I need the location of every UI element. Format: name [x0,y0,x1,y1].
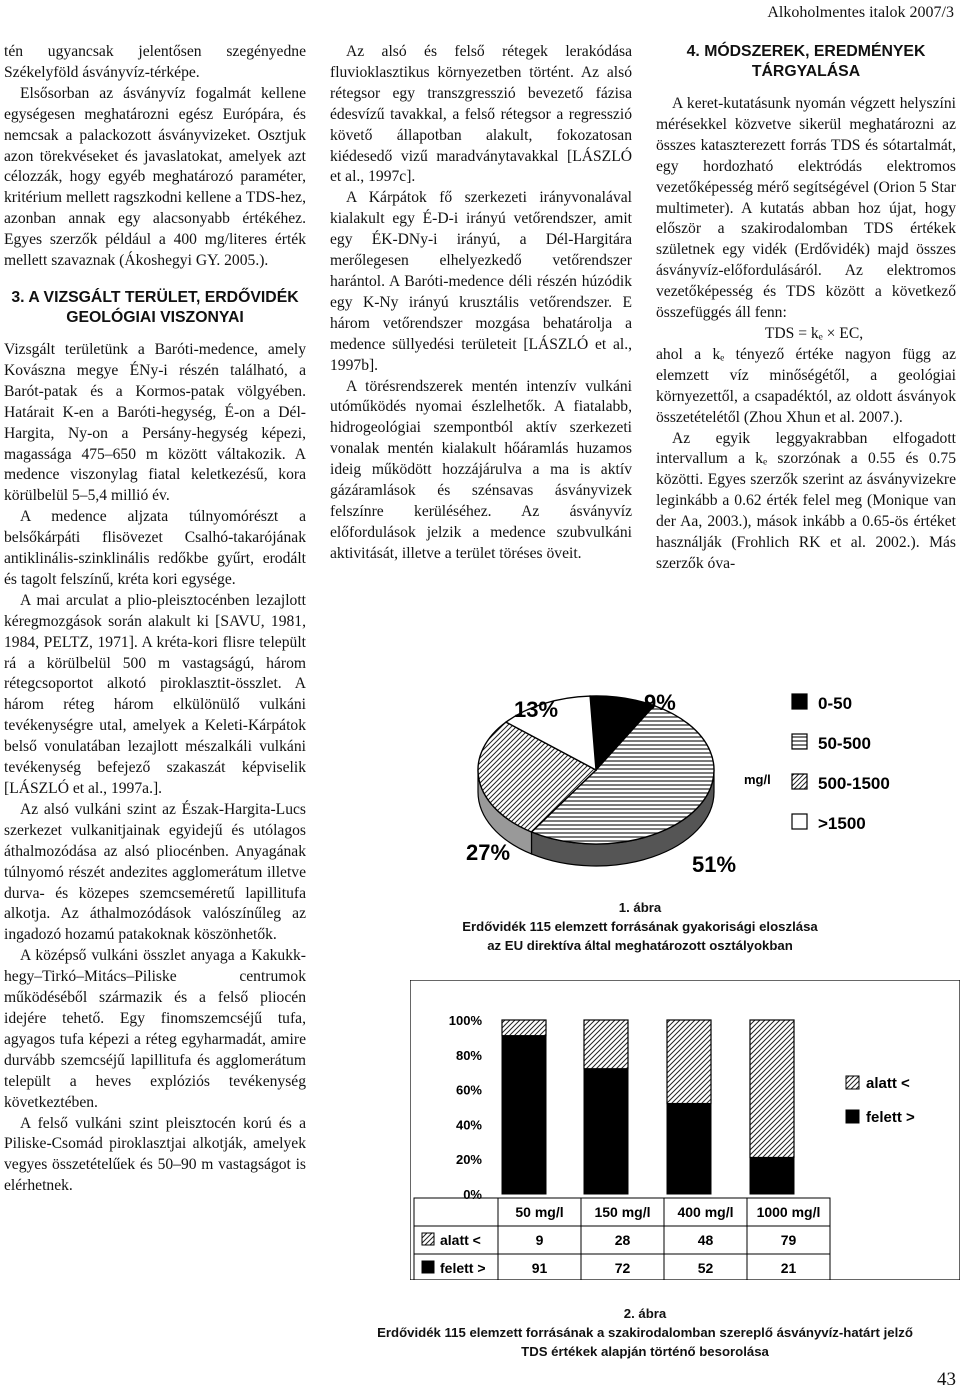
figure-2-caption [330,1304,960,1361]
paragraph: ahol a kₑ tényező értéke nagyon függ az elemzett víz minőségétől, a geológiai környezettől, a csapadéktól, az oldott ásványok összetételétől (Zhou Xhun et al. 2007.). [656,345,956,426]
bar-felett-2 [667,1104,711,1194]
pie-legend-unit: mg/l [744,772,771,787]
table-cell-value: 9 [535,1232,544,1248]
x-category-label: 50 mg/l [515,1204,564,1220]
figure-2-caption-line1: Erdővidék 115 elemzett forrásának a szakirodalomban szereplő ásványvíz-határt jelző [377,1325,913,1340]
paragraph: Az egyik leggyakrabban elfogadott intervallum a kₑ szorzónak a 0.55 és 0.75 közötti. Egyes szerzők szerint az ásványvizekre leginkább a 0.62 érték felel meg (Monique van der Aa, 2003.), mások inkább a 0.65-ös értéket használják (Frohlich RK et al. 2002.). Más szerzők óva- [656,429,956,572]
y-tick-label: 40% [455,1117,482,1133]
bar-legend-swatch-alatt [846,1076,859,1089]
y-tick-label: 100% [448,1013,482,1028]
figure-1-pie-chart [466,672,960,892]
running-title: Alkoholmentes italok 2007/3 [767,4,954,21]
tds-formula: TDS = kₑ × EC, [764,324,864,342]
figure-2-number: 2. ábra [623,1306,667,1321]
x-category-label: 400 mg/l [677,1204,734,1220]
table-swatch-1 [422,1261,434,1273]
bar-legend-swatch-felett [846,1110,859,1123]
table-cell-value: 52 [697,1260,714,1276]
pie-legend-swatch-2 [792,774,807,789]
bar-alatt-1 [584,1020,628,1069]
table-cell-value: 72 [614,1260,631,1276]
paragraph: tén ugyancsak jelentősen szegényedne Székelyföld ásványvíz-térképe. [4,43,306,81]
bar-felett-0 [502,1036,546,1194]
paragraph: Elsősorban az ásványvíz fogalmát kellene egységesen meghatározni egész Európára, és nemcsak a palackozott ásványvizeket. Osztjuk azon törekvéseket és javaslatokat, amelyek azt célozzák, hogy egyéb meghatározó paraméter, kritérium mellett ragszkodni kellene a TDS-hez, azonban annak egy alacsonyabb értékéhez. Egyes szerzők például a 400 mg/literes érték mellett szavaznak (Ákoshegyi GY. 2005.). [4,84,306,270]
table-swatch-0 [422,1233,434,1245]
y-tick-label: 80% [455,1047,482,1063]
paragraph: A Kárpátok fő szerkezeti irányvonalával kialakult egy É-D-i irányú vetőrendszer, amit egy ÉK-DNy-i irányú, a Dél-Hargitára merőlegesen elhelyezkedő vetőrendszer harántol. A Baróti-medence déli részén húzódik egy K-Ny irányú krusztális vetőrendszer. E három vetőrendszer mozgása behatárolja a medence süllyedési területeit [LÁSZLÓ et al., 1997b]. [330,189,632,374]
pie-legend-label-1: 50-500 [818,734,871,753]
paragraph: A felső vulkáni szint pleisztocén korú és a Piliske-Csomád piroklasztjai alkotják, amelyek vegyes összetételűek és 50–90 m vastagságot is elérhetnek. [4,1114,306,1195]
paragraph: A keret-kutatásunk nyomán végzett helyszíni mérésekkel közvetve sikerül meghatározni az összes kataszterezett forrás TDS és sótartalmát, egy hordozható elektródás elektromos vezetőképesség mérő segítségével (Orion 5 Star multimeter). A kutatás abban hoz újat, hogy először a szakirodalomban TDS értékek születnek egy vidék (Erdővidék) majd összes ásványvíz-előfordulásáról. Az elektromos vezetőképesség és TDS között a következő összefüggés áll fenn: [656,95,956,322]
pie-label-50-500: 51% [692,852,737,877]
section-heading-4: 4. MÓDSZEREK, EREDMÉNYEK TÁRGYALÁSA [686,43,926,80]
paragraph: A törésrendszerek mentén intenzív vulkáni utóműködés nyomai észlelhetők. A fiatalabb, hidrogeológiai szempontból aktív szerkezeti vonalak mentén kialakult hőáramlás huzamos ideig működött hozzájárulva a ma is aktív gázáramlások és szénsavas ásványvizek felszínre kerüléséhez. Az ásványvíz előfordulások jelzik a medence szubvulkáni aktivitását, illetve a terület töréses öveit. [330,377,632,562]
table-row-label: alatt < [440,1232,481,1248]
text-column-2 [330,42,632,565]
section-heading-3: 3. A VIZSGÁLT TERÜLET, ERDŐVIDÉK GEOLÓGIAI VISZONYAI [11,288,299,326]
table-row-label: felett > [440,1260,486,1276]
pie-legend-swatch-0 [792,694,807,709]
bar-felett-1 [584,1069,628,1194]
bar-legend-label-felett: felett > [866,1109,915,1126]
bar-alatt-0 [502,1020,546,1036]
figure-1-caption [430,898,850,955]
paragraph: A mai arculat a plio-pleisztocénben lezajlott kéregmozgások során alakult ki [SAVU, 1981, 1984, PELTZ, 1971]. A kréta-kori flisre települt rá a körülbelül 500 m vastagságú, három rétegcsoportot alkotó piroklasztit-összlet. A három réteg három elkülönülő vulkáni tevékenységre utal, amelyek a Keleti-Kárpátok belső vonulatában lezajlott mészalkáli vulkáni tevékenység befejező szakaszát képviselik [LÁSZLÓ et al., 1997a.]. [4,591,306,797]
figure-1-caption-line1: Erdővidék 115 elemzett forrásának gyakorisági eloszlása [462,919,818,934]
table-cell-value: 48 [697,1232,714,1248]
paragraph: Az alsó és felső rétegek lerakódása fluvioklasztikus környezetben történt. Az alsó rétegsor egy transzgresszió bevezető fázisa édesvízű tavakkal, a felső rétegsor a regresszió követő állapotban alakult, fokozatosan kiédesedő vizű maradványtavakkal [LÁSZLÓ et al., 1997c]. [330,43,632,186]
bar-legend-label-alatt: alatt < [866,1075,910,1092]
paragraph: Az alsó vulkáni szint az Észak-Hargita-Lucs szerkezet vulkanitjainak egyidejű és utólagos áthalmozódása az alsó pliocénben. Anyagának túlnyomó részét andezites agglomerátum illetve durva- és közepes szemcseméretű lapillitufa alkotja. Az áthalmozódások valószínűleg az ingadozó hozamú patakoknak köszönhetők. [4,800,306,944]
pie-label-500-1500: 27% [466,840,511,865]
pie-label-0-50: 9% [644,690,676,715]
table-cell-value: 91 [531,1260,548,1276]
y-tick-label: 20% [455,1152,482,1168]
text-column-1 [4,42,306,1197]
x-category-label: 1000 mg/l [756,1204,821,1220]
paragraph: A medence aljzata túlnyomórészt a belsőkárpáti flisövezet Csalhó-takarójának antiklinális-szinklinális redőkbe gyűrt, erodált és tagolt felszínű, kréta kori egysége. [4,508,306,588]
figure-1-number: 1. ábra [618,900,662,915]
paragraph: A középső vulkáni összlet anyaga a Kakukk-hegy–Tirkó–Mitács–Piliske centrumok működéséből származik és a felső pliocén idejére tehető. Egy finomszemcséjű tufa, agyagos tufa képezi a réteg egyharmadát, amire durvább szemcséjű lapillitufa és agglomerátum települt a heves explóziós tevékenység következtében. [4,947,306,1111]
y-tick-label: 0% [463,1187,482,1202]
bar-alatt-2 [667,1020,711,1104]
figure-2-caption-line2: TDS értékek alapján történő besorolása [521,1344,769,1359]
text-column-3 [656,42,956,575]
table-cell-value: 28 [614,1232,631,1248]
page-number: 43 [937,1369,956,1390]
x-category-label: 150 mg/l [594,1204,651,1220]
y-tick-label: 60% [455,1082,482,1098]
table-cell-value: 79 [780,1232,797,1248]
bar-felett-3 [750,1157,794,1194]
table-cell-value: 21 [780,1260,797,1276]
pie-label->1500: 13% [514,697,559,722]
figure-2-stacked-bar-chart [410,980,960,1280]
pie-legend-swatch-1 [792,734,807,749]
paragraph: Vizsgált területünk a Baróti-medence, amely Kovászna megye ÉNy-i részén található, a Barót-patak és a Kormos-patak völgyében. Határait K-en a Baróti-hegység, É-on a Dél-Hargita, Ny-on a Persány-hegység képezi, magassága 475–650 m között váltakozik. A medence viszonylag fiatal keletkezésű, kora körülbelül 5–5,4 millió év. [4,340,306,505]
figure-1-caption-line2: az EU direktíva által meghatározott osztályokban [487,938,793,953]
bar-alatt-3 [750,1020,794,1157]
pie-legend-label-0: 0-50 [818,694,853,713]
pie-legend-swatch-3 [792,814,807,829]
pie-legend-label-2: 500-1500 [818,774,890,793]
pie-legend-label-3: >1500 [818,814,866,833]
